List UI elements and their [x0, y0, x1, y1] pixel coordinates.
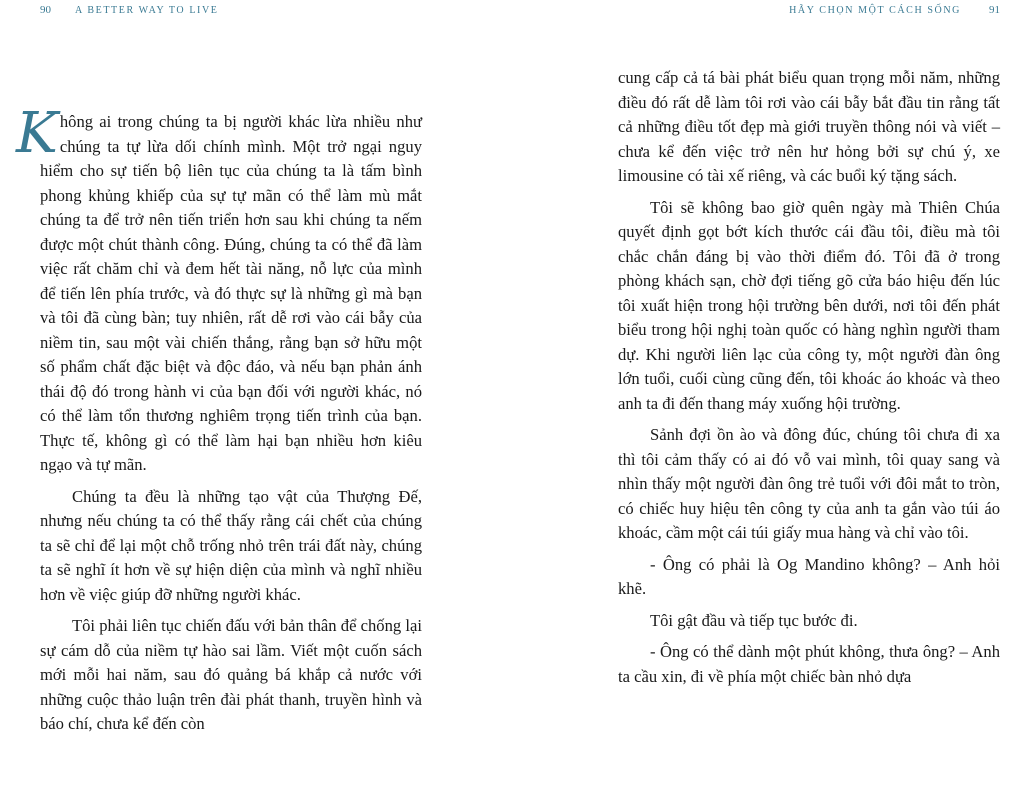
left-paragraph-1	[16, 101, 422, 478]
left-running-title: A BETTER WAY TO LIVE	[75, 5, 219, 16]
drop-cap: K	[16, 101, 58, 166]
right-paragraph-3: Sảnh đợi ồn ào và đông đúc, chúng tôi chưa đi xa thì tôi cảm thấy có ai đó vỗ vai mình, tôi quay sang và nhìn thấy một người đàn ông trẻ tuổi với đôi mắt to tròn, có chiếc huy hiệu tên công ty của anh ta gắn vào túi áo khoác, cầm một cái túi giấy mua hàng và chỉ vào tôi.	[618, 425, 1000, 542]
right-page	[512, 0, 1024, 785]
right-running-title: HÃY CHỌN MỘT CÁCH SỐNG	[789, 5, 961, 16]
right-paragraph-1: cung cấp cả tá bài phát biểu quan trọng mỗi năm, những điều đó rất dễ làm tôi rơi vào cái bẫy bắt đầu tin rằng tất cả những điều tốt đẹp mà giới truyền thông nói và viết – chưa kể đến việc trở nên hư hỏng bởi sự chú ý, xe limousine có tài xế riêng, và các buổi ký tặng sách.	[618, 68, 1000, 185]
left-paragraph-3: Tôi phải liên tục chiến đấu với bản thân để chống lại sự cám dỗ của niềm tự hào sai lầm. Viết một cuốn sách mới mỗi hai năm, sau đó quảng bá khắp cả nước với những cuộc thảo luận trên đài phát thanh, truyền hình và báo chí, chưa kể đến còn	[40, 616, 422, 733]
right-body-text	[618, 66, 1000, 696]
right-page-number: 91	[989, 4, 1000, 16]
left-page-number: 90	[40, 4, 51, 16]
right-paragraph-6: - Ông có thể dành một phút không, thưa ông? – Anh ta cầu xin, đi về phía một chiếc bàn nhỏ dựa	[618, 642, 1000, 686]
right-paragraph-4: - Ông có phải là Og Mandino không? – Anh hỏi khẽ.	[618, 554, 1000, 598]
left-paragraph-1-text: hông ai trong chúng ta bị người khác lừa nhiều như chúng ta tự lừa dối chính mình. Một trở ngại nguy hiểm cho sự tiến bộ liên tục của chúng ta là tấm bình phong khủng khiếp của sự tự mãn có thể làm mù mắt chúng ta để trở nên tiến triển hơn sau khi chúng ta nếm được một chút thành công. Đúng, chúng ta có thể đã làm việc rất chăm chỉ và đem hết tài năng, nỗ lực của mình để tiến lên phía trước, và đó thực sự là những gì mà bạn và tôi đã cùng bàn; tuy nhiên, rất dễ rơi vào cái bẫy của niềm tin, sau một vài chiến thắng, rằng bạn sở hữu một số phẩm chất đặc biệt và độc đáo, và nếu bạn phản ánh thái độ đó trong hành vi của bạn đối với người khác, nó có thể làm tổn thương nghiêm trọng tiến trình của bạn. Thực tế, không gì có thể làm hại bạn nhiều hơn kiêu ngạo và tự mãn.	[40, 112, 422, 474]
right-running-head	[789, 4, 1000, 16]
right-paragraph-2: Tôi sẽ không bao giờ quên ngày mà Thiên Chúa quyết định gọt bớt kích thước cái đầu tôi, điều mà tôi chắc chắn đáng bị vào thời điểm đó. Tôi đã ở trong phòng khách sạn, chờ đợi tiếng gõ cửa báo hiệu đến lúc tôi xuất hiện trong hội trường bên dưới, nơi tôi đến phát biểu trong hội nghị toàn quốc có hàng nghìn người tham dự. Khi người liên lạc của công ty, một người đàn ông lớn tuổi, cuối cùng cũng đến, tôi khoác áo khoác và theo anh ta đi đến thang máy xuống hội trường.	[618, 197, 1000, 413]
left-body-text	[16, 101, 422, 744]
left-paragraph-2: Chúng ta đều là những tạo vật của Thượng Đế, nhưng nếu chúng ta có thể thấy rằng cái chết của chúng ta sẽ chỉ để lại một chỗ trống nhỏ trên trái đất này, chúng ta sẽ nghĩ ít hơn về sự hiện diện của mình và nghĩ nhiều hơn về việc giúp đỡ những người khác.	[40, 486, 422, 604]
left-running-head	[40, 4, 218, 16]
right-paragraph-5: Tôi gật đầu và tiếp tục bước đi.	[650, 610, 858, 630]
